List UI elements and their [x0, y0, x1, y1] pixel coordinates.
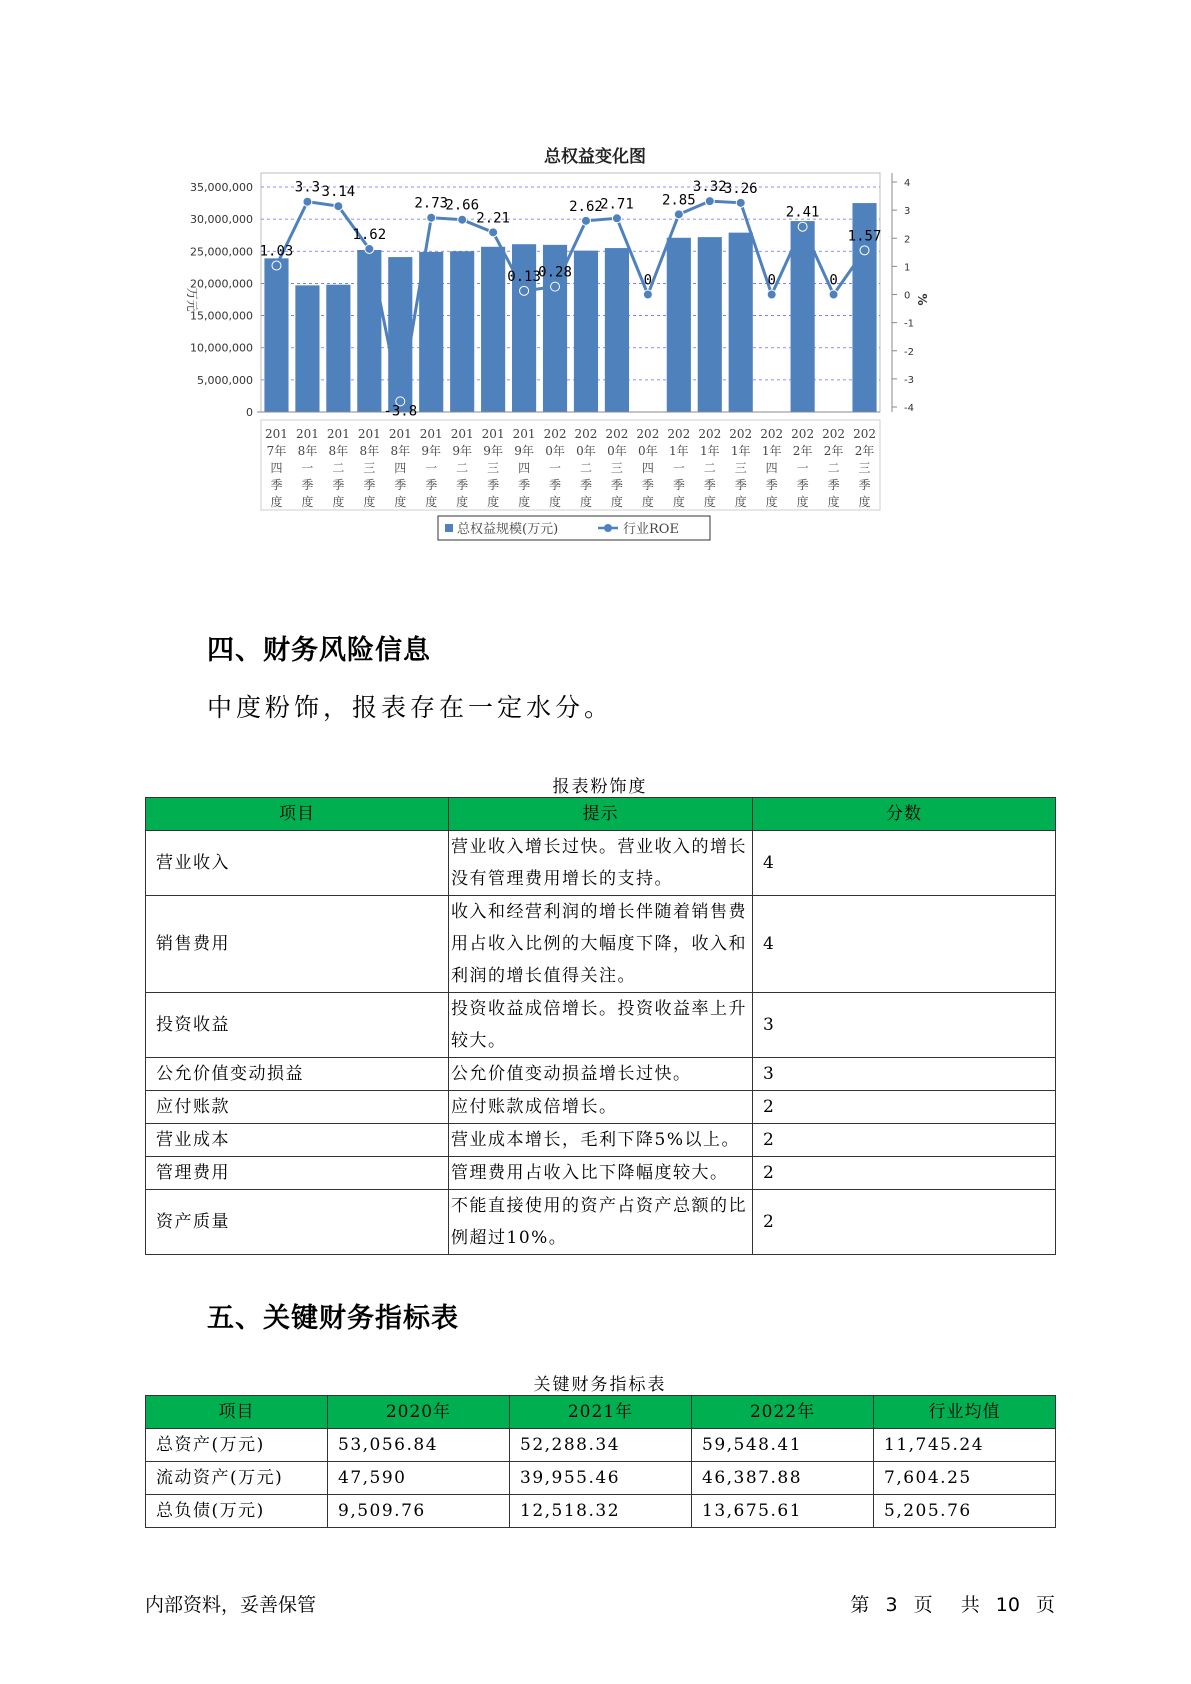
roe-data-label: -3.8	[383, 403, 418, 420]
kpi-table-row	[146, 1462, 1056, 1495]
roe-data-label: 3.14	[321, 184, 356, 201]
bar	[481, 247, 505, 412]
risk-tip-cell: 公允价值变动损益增长过快。	[449, 1058, 753, 1091]
page-indicator	[840, 1590, 1055, 1617]
kpi-value-cell: 39,955.46	[510, 1462, 692, 1495]
chart-canvas	[170, 130, 1020, 600]
x-tick-label: 202 2年一季度	[791, 427, 815, 509]
bar	[698, 237, 722, 412]
roe-data-label: 1.62	[352, 226, 387, 243]
kpi-value-cell: 12,518.32	[510, 1495, 692, 1528]
risk-table-row	[146, 896, 1056, 993]
kpi-value-cell: 46,387.88	[692, 1462, 874, 1495]
roe-data-label: 1.03	[259, 243, 294, 260]
header-item: 项目	[146, 1396, 328, 1429]
risk-item-cell: 公允价值变动损益	[146, 1058, 449, 1091]
y-tick-label: 10,000,000	[190, 341, 253, 355]
roe-data-label: 2.73	[414, 195, 449, 212]
risk-score-cell: 2	[753, 1124, 1056, 1157]
kpi-value-cell: 9,509.76	[328, 1495, 510, 1528]
roe-data-label: 0.28	[538, 264, 572, 281]
header-tip: 提示	[449, 798, 753, 831]
y2-tick-label: 3	[904, 206, 911, 218]
y2-tick-label: -4	[904, 403, 914, 414]
kpi-value-cell: 47,590	[328, 1462, 510, 1495]
y2-tick-label: 4	[904, 178, 911, 189]
x-label-frame	[261, 420, 880, 510]
kpi-value-cell: 59,548.41	[692, 1429, 874, 1462]
x-tick-label: 201 8年二季度	[326, 427, 350, 509]
y-tick-label: 20,000,000	[190, 277, 253, 291]
x-tick-label: 201 9年二季度	[450, 427, 474, 509]
x-tick-label: 202 0年一季度	[543, 427, 567, 509]
roe-data-label: 3.26	[723, 180, 758, 197]
risk-table-row	[146, 1058, 1056, 1091]
roe-data-label: 3.3	[294, 179, 321, 196]
roe-point	[334, 202, 343, 211]
roe-point	[272, 261, 281, 270]
roe-point	[767, 290, 776, 299]
bar	[667, 238, 691, 412]
bar	[264, 258, 288, 412]
risk-tip-cell: 营业成本增长，毛利下降5%以上。	[449, 1124, 753, 1157]
risk-tip-cell: 投资收益成倍增长。投资收益率上升较大。	[449, 993, 753, 1058]
bar	[791, 221, 815, 412]
y2-tick-label: 2	[904, 234, 911, 246]
risk-tip-cell: 营业收入增长过快。营业收入的增长没有管理费用增长的支持。	[449, 831, 753, 896]
y-tick-label: 5,000,000	[197, 373, 253, 387]
roe-point	[458, 215, 467, 224]
y-tick-label: 35,000,000	[190, 181, 253, 194]
bar	[357, 250, 381, 412]
section4-heading: 四、财务风险信息	[207, 635, 431, 666]
roe-point	[736, 198, 745, 207]
roe-point	[489, 228, 498, 237]
x-tick-label: 202 0年四季度	[636, 427, 660, 509]
footer-confidential: 内部资料，妥善保管	[145, 1594, 317, 1616]
roe-point	[705, 197, 714, 206]
total-pages: 10	[995, 1594, 1020, 1616]
legend-line-label: 行业ROE	[623, 522, 679, 537]
risk-item-cell: 管理费用	[146, 1157, 449, 1190]
x-tick-label: 201 9年三季度	[481, 427, 505, 509]
page-prefix: 第	[850, 1594, 870, 1616]
bar	[450, 251, 474, 412]
x-tick-label: 202 1年三季度	[729, 427, 753, 509]
y-tick-label: 30,000,000	[190, 213, 253, 227]
risk-score-cell: 2	[753, 1157, 1056, 1190]
risk-table-row	[146, 1190, 1056, 1255]
kpi-value-cell: 5,205.76	[874, 1495, 1056, 1528]
roe-point	[365, 244, 374, 253]
roe-data-label: 0	[829, 272, 838, 289]
roe-data-label: 0	[643, 272, 653, 289]
risk-table	[145, 797, 1056, 1255]
kpi-table-header	[146, 1396, 1056, 1429]
y2-tick-label: -1	[904, 318, 914, 330]
y2-tick-label: -3	[904, 374, 914, 386]
kpi-table	[145, 1395, 1056, 1528]
header-2022: 2022年	[692, 1396, 874, 1429]
roe-point	[581, 216, 590, 225]
x-tick-label: 202 1年四季度	[760, 427, 784, 509]
risk-tip-cell: 收入和经营利润的增长伴随着销售费用占收入比例的大幅度下降，收入和利润的增长值得关注。	[449, 896, 753, 993]
x-tick-label: 202 0年三季度	[605, 427, 629, 509]
roe-point	[612, 214, 621, 223]
risk-item-cell: 资产质量	[146, 1190, 449, 1255]
kpi-value-cell: 11,745.24	[874, 1429, 1056, 1462]
risk-table-header	[146, 798, 1056, 831]
risk-table-row	[146, 1124, 1056, 1157]
header-item: 项目	[146, 798, 449, 831]
y-tick-label: 0	[246, 406, 253, 419]
bar	[295, 285, 319, 412]
kpi-item-cell: 总负债(万元)	[146, 1495, 328, 1528]
chart-title: 总权益变化图	[544, 147, 646, 167]
roe-point	[643, 290, 652, 299]
roe-point	[860, 246, 869, 255]
risk-score-cell: 3	[753, 1058, 1056, 1091]
kpi-value-cell: 53,056.84	[328, 1429, 510, 1462]
section5-heading: 五、关键财务指标表	[207, 1303, 459, 1334]
bar	[388, 257, 412, 412]
roe-data-label: 2.85	[661, 192, 696, 209]
risk-item-cell: 应付账款	[146, 1091, 449, 1124]
legend-line-marker	[604, 524, 612, 532]
header-2021: 2021年	[510, 1396, 692, 1429]
x-tick-label: 202 2年三季度	[853, 427, 876, 509]
page-number: 3	[885, 1594, 898, 1616]
risk-tip-cell: 管理费用占收入比下降幅度较大。	[449, 1157, 753, 1190]
x-tick-label: 201 8年一季度	[295, 427, 319, 509]
header-2020: 2020年	[328, 1396, 510, 1429]
kpi-item-cell: 流动资产(万元)	[146, 1462, 328, 1495]
risk-score-cell: 2	[753, 1091, 1056, 1124]
legend-bar-swatch	[445, 524, 453, 532]
risk-score-cell: 3	[753, 993, 1056, 1058]
roe-data-label: 0	[767, 272, 776, 289]
risk-item-cell: 营业成本	[146, 1124, 449, 1157]
risk-table-caption: 报表粉饰度	[552, 777, 648, 797]
kpi-table-row	[146, 1495, 1056, 1528]
x-tick-label: 201 7年四季度	[265, 427, 288, 509]
kpi-value-cell: 13,675.61	[692, 1495, 874, 1528]
roe-point	[674, 210, 683, 219]
roe-point	[303, 197, 312, 206]
y2-axis-title: %	[915, 293, 929, 306]
roe-data-label: 2.66	[445, 197, 480, 214]
roe-data-label: 2.71	[600, 196, 634, 213]
roe-data-label: 3.32	[692, 179, 727, 196]
roe-point	[427, 213, 436, 222]
roe-point	[551, 282, 560, 291]
page-unit: 页	[913, 1594, 933, 1616]
risk-score-cell: 2	[753, 1190, 1056, 1255]
kpi-value-cell: 7,604.25	[874, 1462, 1056, 1495]
kpi-value-cell: 52,288.34	[510, 1429, 692, 1462]
roe-point	[798, 222, 807, 231]
risk-tip-cell: 应付账款成倍增长。	[449, 1091, 753, 1124]
roe-data-label: 1.57	[847, 228, 882, 245]
risk-table-row	[146, 831, 1056, 896]
kpi-item-cell: 总资产(万元)	[146, 1429, 328, 1462]
x-tick-label: 202 1年二季度	[698, 427, 722, 509]
roe-point	[520, 286, 529, 295]
roe-data-label: 2.21	[476, 210, 510, 227]
roe-point	[829, 290, 838, 299]
bar	[574, 251, 598, 412]
y-tick-label: 25,000,000	[190, 245, 253, 259]
x-tick-label: 201 9年一季度	[419, 427, 443, 509]
x-tick-label: 201 8年四季度	[388, 427, 412, 509]
risk-score-cell: 4	[753, 831, 1056, 896]
y2-tick-label: 0	[904, 290, 911, 302]
risk-item-cell: 销售费用	[146, 896, 449, 993]
roe-data-label: 0.13	[507, 268, 541, 285]
risk-table-row	[146, 993, 1056, 1058]
header-industry-avg: 行业均值	[874, 1396, 1056, 1429]
x-tick-label: 202 1年一季度	[667, 427, 691, 509]
bar	[729, 233, 753, 412]
y-tick-label: 15,000,000	[190, 309, 253, 323]
total-prefix: 共	[960, 1594, 980, 1616]
x-tick-label: 202 2年二季度	[822, 427, 846, 509]
y-axis-title: 万元	[185, 287, 199, 312]
bar	[605, 248, 629, 412]
roe-data-label: 2.41	[785, 204, 820, 221]
y2-tick-label: -2	[904, 346, 914, 358]
kpi-table-caption: 关键财务指标表	[533, 1375, 667, 1395]
x-tick-label: 201 9年四季度	[512, 427, 536, 509]
risk-table-row	[146, 1091, 1056, 1124]
x-tick-label: 201 8年三季度	[357, 427, 381, 509]
risk-item-cell: 营业收入	[146, 831, 449, 896]
legend-bar-label: 总权益规模(万元)	[457, 522, 559, 537]
risk-tip-cell: 不能直接使用的资产占资产总额的比例超过10%。	[449, 1190, 753, 1255]
risk-summary: 中度粉饰，报表存在一定水分。	[207, 693, 614, 722]
risk-score-cell: 4	[753, 896, 1056, 993]
roe-data-label: 2.62	[569, 198, 603, 215]
y2-tick-label: 1	[904, 262, 911, 274]
total-unit: 页	[1035, 1594, 1055, 1616]
kpi-table-row	[146, 1429, 1056, 1462]
risk-item-cell: 投资收益	[146, 993, 449, 1058]
header-score: 分数	[753, 798, 1056, 831]
bar	[326, 285, 350, 412]
risk-table-row	[146, 1157, 1056, 1190]
equity-chart	[170, 130, 1020, 600]
x-tick-label: 202 0年二季度	[574, 427, 598, 509]
